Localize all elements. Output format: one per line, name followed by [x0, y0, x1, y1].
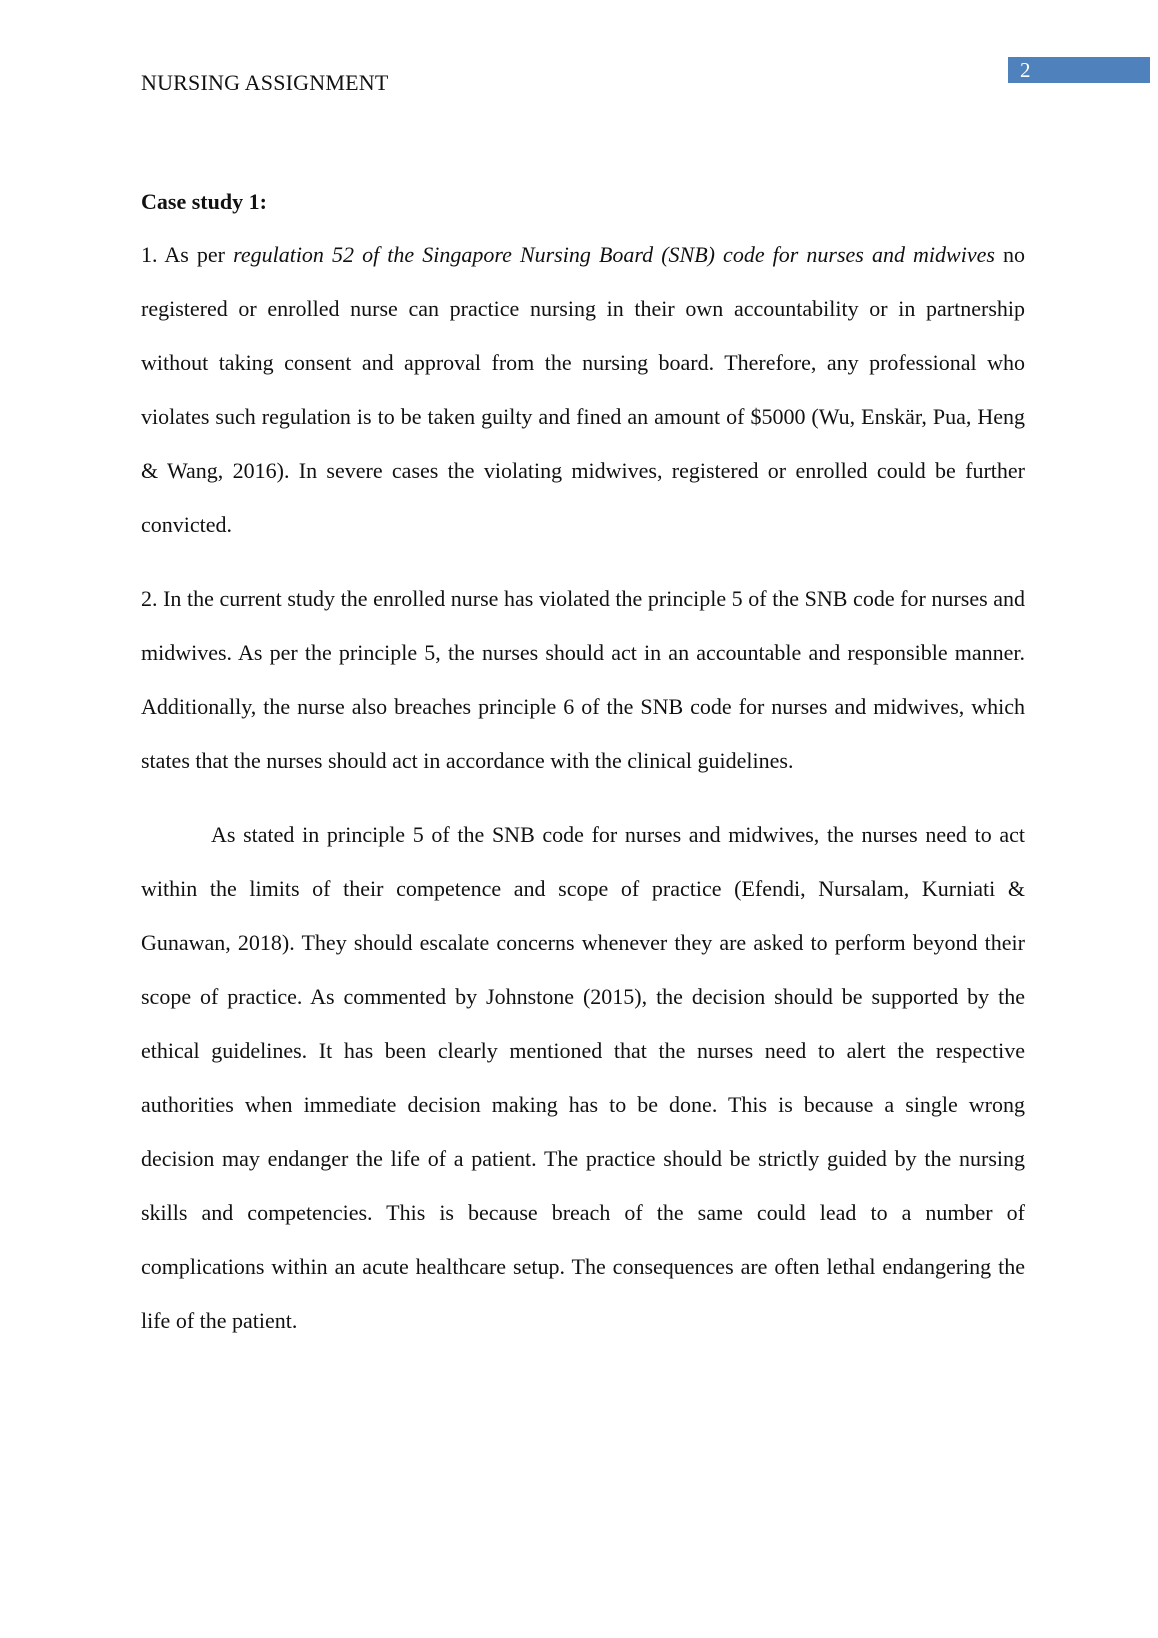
document-body: [141, 184, 1025, 1348]
paragraph-3: As stated in principle 5 of the SNB code for nurses and midwives, the nurses need to act within the limits of their competence and scope of practice (Efendi, Nursalam, Kurniati & Gunawan, 2018). They should escalate concerns whenever they are asked to perform beyond their scope of practice. As commented by Johnstone (2015), the decision should be supported by the ethical guidelines. It has been clearly mentioned that the nurses need to alert the respective authorities when immediate decision making has to be done. This is because a single wrong decision may endanger the life of a patient. The practice should be strictly guided by the nursing skills and competencies. This is because breach of the same could lead to a number of complications within an acute healthcare setup. The consequences are often lethal endangering the life of the patient.: [141, 822, 1025, 1333]
paragraph-1-text: no registered or enrolled nurse can practice nursing in their own accountability or in partnership without taking consent and approval from the nursing board. Therefore, any professional who violates such regulation is to be taken guilty and fined an amount of $5000 (Wu, Enskär, Pua, Heng & Wang, 2016). In severe cases the violating midwives, registered or enrolled could be further convicted.: [141, 242, 1026, 537]
section-heading: Case study 1:: [141, 189, 267, 214]
regulation-reference: regulation 52 of the Singapore Nursing Board (SNB) code for nurses and midwives: [233, 242, 995, 267]
page-number: 2: [1008, 57, 1150, 83]
paragraph-2: 2. In the current study the enrolled nurse has violated the principle 5 of the SNB code for nurses and midwives. As per the principle 5, the nurses should act in an accountable and responsible manner. Additionally, the nurse also breaches principle 6 of the SNB code for nurses and midwives, which states that the nurses should act in accordance with the clinical guidelines.: [141, 586, 1025, 773]
paragraph-1-prefix: 1. As per: [141, 242, 234, 267]
running-header: NURSING ASSIGNMENT: [141, 70, 389, 95]
paragraph-1: [141, 228, 1025, 552]
